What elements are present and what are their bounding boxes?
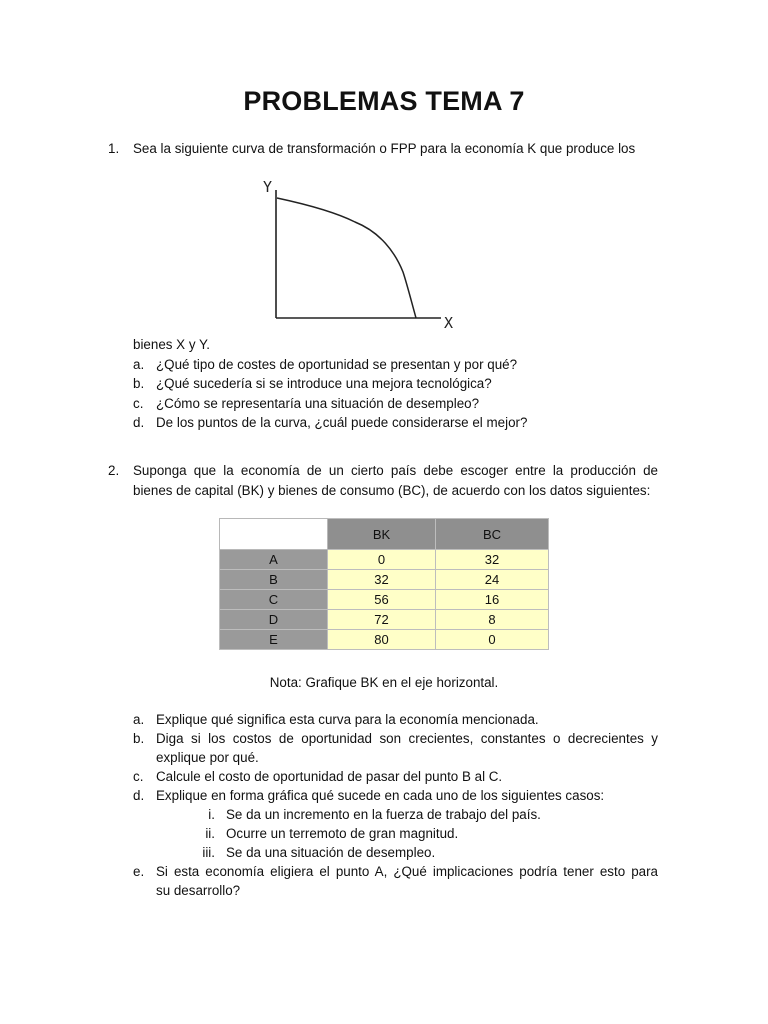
production-table [219, 518, 549, 650]
problem-2-number: 2. [108, 463, 120, 478]
table-cell-bk: 80 [328, 630, 436, 650]
p2-item-a: Explique qué significa esta curva para la economía mencionada. [156, 712, 539, 727]
p1-item-b: ¿Qué sucedería si se introduce una mejora tecnológica? [156, 376, 492, 391]
table-note: Nota: Grafique BK en el eje horizontal. [269, 675, 499, 690]
problem-1-intro: Sea la siguiente curva de transformación o FPP para la economía K que produce los [133, 141, 636, 156]
p1-item-c-letter: c. [133, 396, 144, 411]
table-header-bk: BK [328, 519, 436, 550]
table-header-row [220, 519, 549, 550]
fpp-figure [255, 172, 475, 337]
table-cell-bc: 16 [436, 590, 549, 610]
problem-2-intro: Suponga que la economía de un cierto país debe escoger entre la producción de [133, 463, 658, 478]
p1-item-b-letter: b. [133, 376, 145, 391]
p2-item-c-letter: c. [133, 769, 144, 784]
table-header-blank [220, 519, 328, 550]
problem-2-intro-cont: bienes de capital (BK) y bienes de consumo (BC), de acuerdo con los datos siguientes: [133, 483, 651, 498]
table-row-label: B [220, 570, 328, 590]
p2-item-e-letter: e. [133, 864, 145, 879]
problem-1-number: 1. [108, 141, 120, 156]
table-cell-bc: 24 [436, 570, 549, 590]
p2-item-e-cont: su desarrollo? [156, 883, 241, 898]
p2-item-b-letter: b. [133, 731, 145, 746]
table-cell-bc: 0 [436, 630, 549, 650]
table-cell-bk: 32 [328, 570, 436, 590]
problem-1-intro-cont: bienes X y Y. [133, 337, 210, 352]
table-row [220, 550, 549, 570]
table-cell-bc: 32 [436, 550, 549, 570]
table-cell-bc: 8 [436, 610, 549, 630]
table-row-label: E [220, 630, 328, 650]
table-row-label: A [220, 550, 328, 570]
p2-subitem-iii: Se da una situación de desempleo. [226, 845, 436, 860]
p1-item-a: ¿Qué tipo de costes de oportunidad se presentan y por qué? [156, 357, 518, 372]
table-row-label: C [220, 590, 328, 610]
p2-subitem-i-numeral: i. [208, 807, 215, 822]
table-cell-bk: 72 [328, 610, 436, 630]
p1-item-d-letter: d. [133, 415, 145, 430]
table-row-label: D [220, 610, 328, 630]
p2-item-c: Calcule el costo de oportunidad de pasar del punto B al C. [156, 769, 503, 784]
table-row [220, 570, 549, 590]
p2-subitem-i: Se da un incremento en la fuerza de trabajo del país. [226, 807, 541, 822]
p2-item-b-cont: explique por qué. [156, 750, 259, 765]
p1-item-a-letter: a. [133, 357, 145, 372]
p1-item-d: De los puntos de la curva, ¿cuál puede considerarse el mejor? [156, 415, 528, 430]
p2-item-a-letter: a. [133, 712, 145, 727]
fpp-y-label: Y [263, 178, 273, 196]
page-title: PROBLEMAS TEMA 7 [243, 86, 525, 116]
p2-subitem-iii-numeral: iii. [202, 845, 215, 860]
p2-item-d: Explique en forma gráfica qué sucede en cada uno de los siguientes casos: [156, 788, 605, 803]
table-cell-bk: 0 [328, 550, 436, 570]
table-cell-bk: 56 [328, 590, 436, 610]
table-row [220, 610, 549, 630]
table-row [220, 590, 549, 610]
p2-subitem-ii: Ocurre un terremoto de gran magnitud. [226, 826, 459, 841]
p2-item-e: Si esta economía eligiera el punto A, ¿Qué implicaciones podría tener esto para [156, 864, 658, 879]
p2-item-d-letter: d. [133, 788, 145, 803]
p2-subitem-ii-numeral: ii. [205, 826, 215, 841]
fpp-curve [277, 198, 416, 318]
table-row [220, 630, 549, 650]
fpp-x-label: X [444, 314, 454, 332]
p1-item-c: ¿Cómo se representaría una situación de desempleo? [156, 396, 480, 411]
table-header-bc: BC [436, 519, 549, 550]
p2-item-b: Diga si los costos de oportunidad son crecientes, constantes o decrecientes y [156, 731, 658, 746]
